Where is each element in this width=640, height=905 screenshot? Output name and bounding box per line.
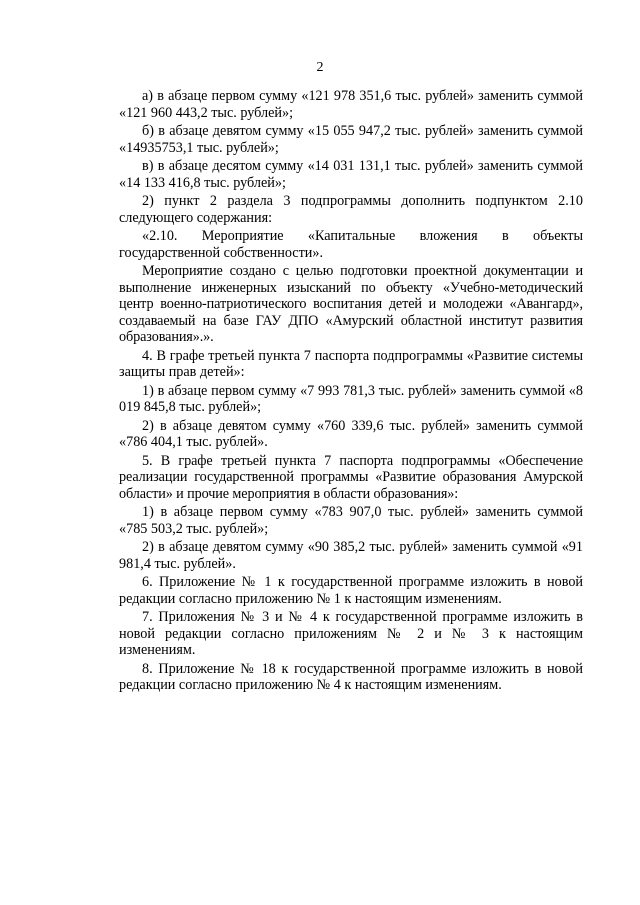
paragraph-item-2: 2) пункт 2 раздела 3 подпрограммы дополнить подпунктом 2.10 следующего содержания: [119, 193, 583, 226]
paragraph-item-5-2: 2) в абзаце девятом сумму «90 385,2 тыс. рублей» заменить суммой «91 981,4 тыс. рублей». [119, 539, 583, 572]
paragraph-a: а) в абзаце первом сумму «121 978 351,6 тыс. рублей» заменить суммой «121 960 443,2 тыс. рублей»; [119, 88, 583, 121]
paragraph-item-4: 4. В графе третьей пункта 7 паспорта подпрограммы «Развитие системы защиты прав детей»: [119, 347, 583, 380]
paragraph-event-description: Мероприятие создано с целью подготовки проектной документации и выполнение инженерных изысканий по объекту «Учебно-методический центр военно-патриотического воспитания детей и молодежи «Авангард», создаваемый на базе ГАУ ДПО «Амурский областной институт развития образования».». [119, 263, 583, 345]
paragraph-item-4-2: 2) в абзаце девятом сумму «760 339,6 тыс. рублей» заменить суммой «786 404,1 тыс. рублей». [119, 417, 583, 450]
paragraph-item-4-1: 1) в абзаце первом сумму «7 993 781,3 тыс. рублей» заменить суммой «8 019 845,8 тыс. рублей»; [119, 382, 583, 415]
paragraph-v: в) в абзаце десятом сумму «14 031 131,1 тыс. рублей» заменить суммой «14 133 416,8 тыс. рублей»; [119, 158, 583, 191]
paragraph-item-5: 5. В графе третьей пункта 7 паспорта подпрограммы «Обеспечение реализации государственной программы «Развитие образования Амурской области» и прочие мероприятия в области образования»: [119, 452, 583, 502]
paragraph-item-5-1: 1) в абзаце первом сумму «783 907,0 тыс. рублей» заменить суммой «785 503,2 тыс. рублей»; [119, 504, 583, 537]
document-body [119, 88, 583, 694]
paragraph-item-7: 7. Приложения № 3 и № 4 к государственной программе изложить в новой редакции согласно приложениям № 2 и № 3 к настоящим изменениям. [119, 609, 583, 658]
paragraph-b: б) в абзаце девятом сумму «15 055 947,2 тыс. рублей» заменить суммой «14935753,1 тыс. рублей»; [119, 123, 583, 156]
paragraph-item-6: 6. Приложение № 1 к государственной программе изложить в новой редакции согласно приложению № 1 к настоящим изменениям. [119, 574, 583, 607]
paragraph-subitem-2-10: «2.10. Мероприятие «Капитальные вложения в объекты государственной собственности». [119, 228, 583, 261]
paragraph-item-8: 8. Приложение № 18 к государственной программе изложить в новой редакции согласно приложению № 4 к настоящим изменениям. [119, 660, 583, 693]
page-number: 2 [316, 60, 324, 75]
